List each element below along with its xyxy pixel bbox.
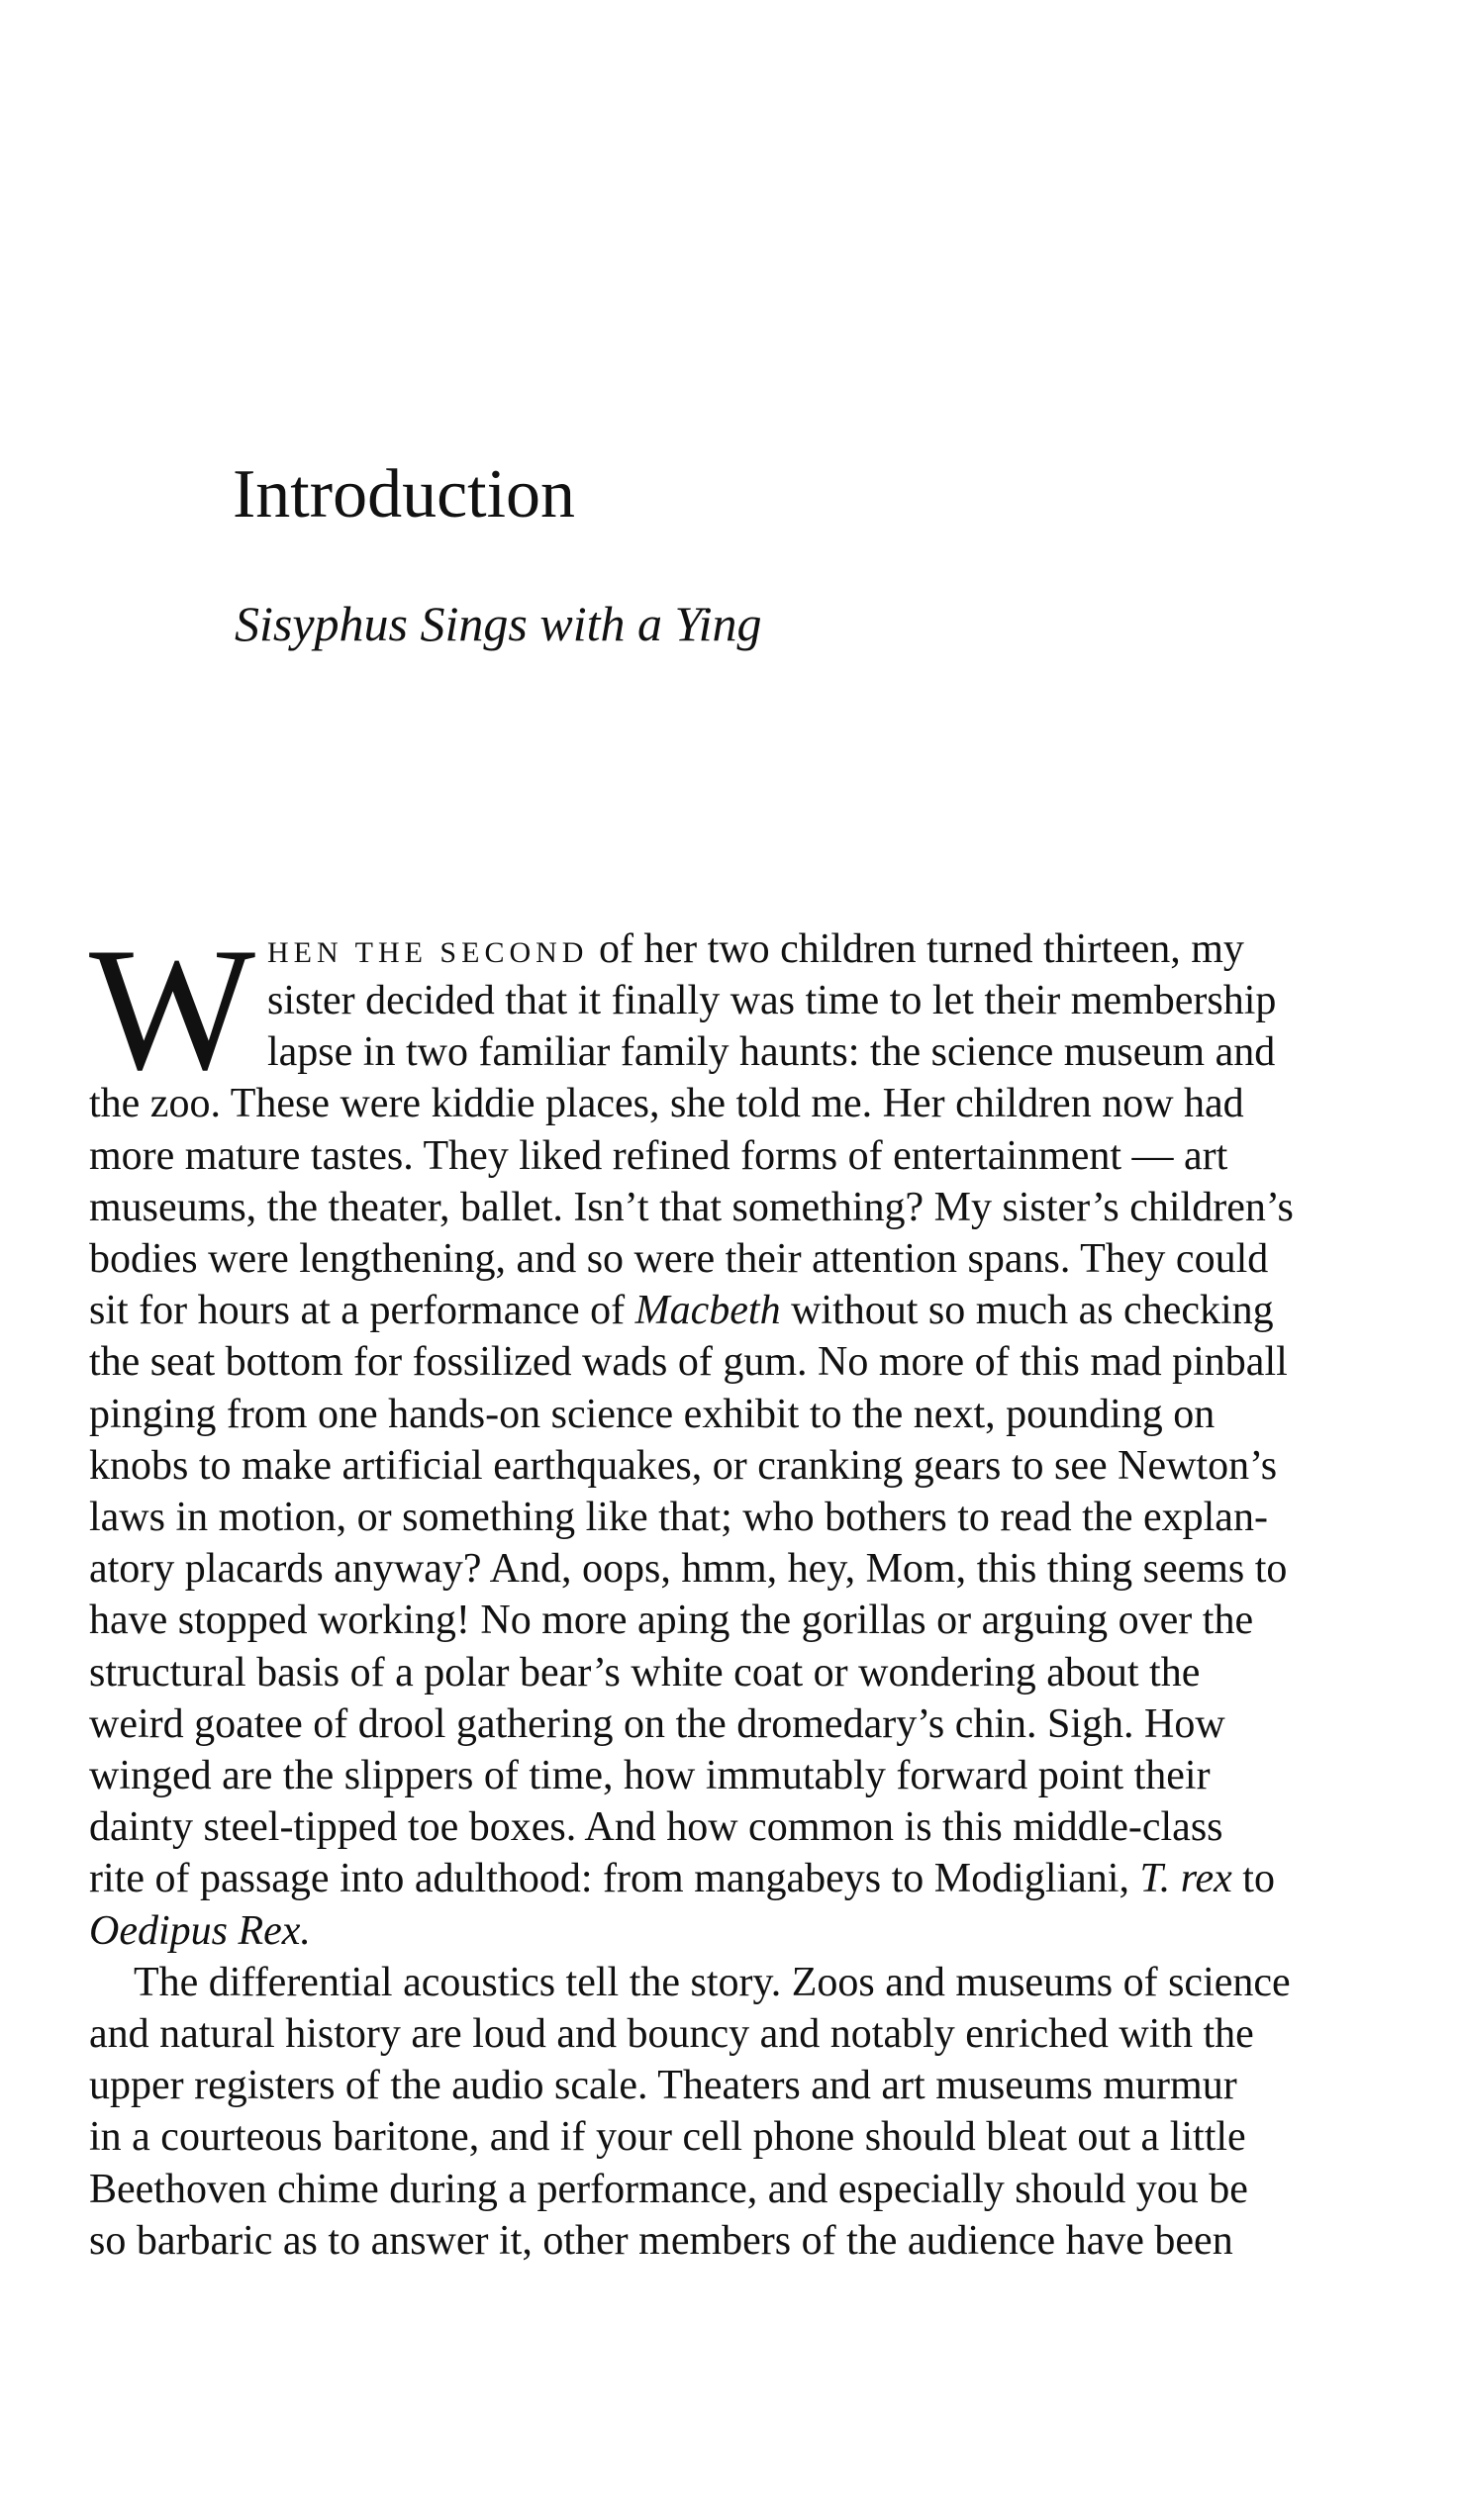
text-line: sister decided that it finally was time to let their membership [267,978,1277,1023]
drop-cap: W [89,911,256,1107]
text-line: The differential acoustics tell the story. Zoos and museums of science [134,1960,1291,2005]
text-line: sit for hours at a performance of Macbeth without so much as checking [89,1288,1274,1333]
text-line: and natural history are loud and bouncy and notably enriched with the [89,2011,1254,2057]
text-line: Beethoven chime during a performance, and especially should you be [89,2167,1248,2212]
text-line: pinging from one hands-on science exhibit to the next, pounding on [89,1392,1216,1437]
text-line: dainty steel-tipped toe boxes. And how common is this middle-class [89,1804,1223,1850]
text-line: the seat bottom for fossilized wads of gum. No more of this mad pinball [89,1339,1288,1385]
text-line: have stopped working! No more aping the gorillas or arguing over the [89,1598,1254,1643]
chapter-subtitle: Sisyphus Sings with a Ying [235,596,762,651]
text-line: upper registers of the audio scale. Theaters and art museums murmur [89,2063,1237,2108]
text-line: lapse in two familiar family haunts: the science museum and [267,1029,1276,1075]
italic-title: Macbeth [634,1288,781,1333]
text-line: weird goatee of drool gathering on the dromedary’s chin. Sigh. How [89,1701,1225,1747]
text-line: museums, the theater, ballet. Isn’t that something? My sister’s children’s [89,1185,1294,1230]
italic-term: T. rex [1139,1856,1232,1901]
text-line: Oedipus Rex. [89,1908,311,1954]
chapter-title: Introduction [233,456,576,533]
opening-small-caps: HEN THE SECOND [267,936,589,969]
text-line: bodies were lengthening, and so were their attention spans. They could [89,1236,1269,1282]
text-line: the zoo. These were kiddie places, she told me. Her children now had [89,1081,1244,1126]
text-line: winged are the slippers of time, how immutably forward point their [89,1753,1211,1798]
text-line: so barbaric as to answer it, other members of the audience have been [89,2218,1233,2264]
text-line: HEN THE SECOND of her two children turned thirteen, my [267,926,1244,972]
text-line: more mature tastes. They liked refined forms of entertainment — art [89,1133,1228,1179]
text-line: in a courteous baritone, and if your cell phone should bleat out a little [89,2114,1246,2160]
text-line: structural basis of a polar bear’s white coat or wondering about the [89,1650,1201,1696]
text-line: knobs to make artificial earthquakes, or cranking gears to see Newton’s [89,1443,1278,1489]
text-line: atory placards anyway? And, oops, hmm, hey, Mom, this thing seems to [89,1546,1288,1592]
text-line: laws in motion, or something like that; who bothers to read the explan- [89,1495,1268,1540]
text-line: rite of passage into adulthood: from mangabeys to Modigliani, T. rex to [89,1856,1275,1901]
